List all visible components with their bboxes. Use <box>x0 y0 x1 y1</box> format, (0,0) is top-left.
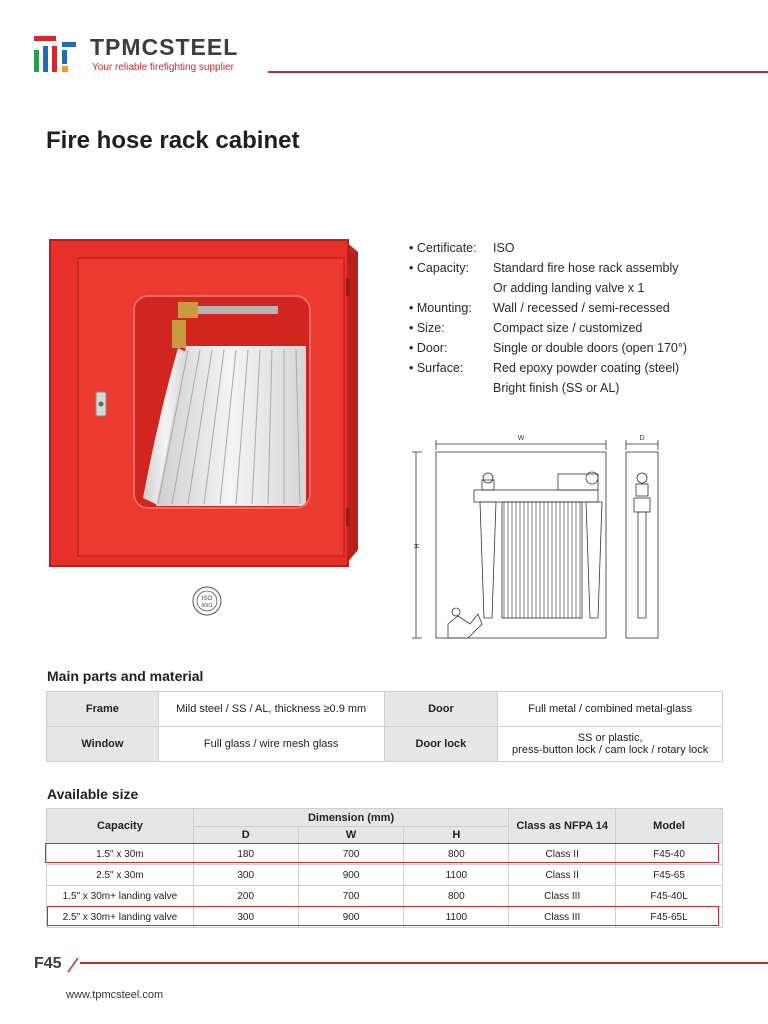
cell-d: 300 <box>193 907 298 928</box>
cell-class: Class III <box>509 907 616 928</box>
spec-row <box>409 340 687 360</box>
parts-value-line: SS or plastic, <box>577 732 643 744</box>
spec-value: Single or double doors (open 170°) <box>493 341 688 355</box>
table-row <box>47 844 723 865</box>
parts-label: Door lock <box>384 727 498 762</box>
cell-capacity: 2.5" x 30m <box>47 865 194 886</box>
sizes-section-title: Available size <box>47 786 139 802</box>
spec-row <box>409 360 687 380</box>
parts-label: Window <box>47 727 159 762</box>
spec-key: • Door: <box>409 341 448 355</box>
website-link[interactable]: www.tpmcsteel.com <box>66 989 164 1001</box>
svg-text:ISO: ISO <box>201 596 213 602</box>
cell-capacity: 1.5" x 30m <box>47 844 194 865</box>
cell-class: Class II <box>509 844 616 865</box>
header-d: D <box>193 827 298 844</box>
spec-row <box>409 280 687 300</box>
spec-value: Or adding landing valve x 1 <box>493 281 645 295</box>
cell-h: 1100 <box>404 907 509 928</box>
spec-key: • Capacity: <box>409 261 469 275</box>
spec-key: • Surface: <box>409 361 464 375</box>
page-number: F45 <box>34 955 62 972</box>
spec-row <box>409 300 687 320</box>
spec-value: Wall / recessed / semi-recessed <box>493 301 670 315</box>
table-row <box>47 907 723 928</box>
cell-w: 900 <box>298 865 404 886</box>
svg-text:9001: 9001 <box>201 603 213 609</box>
spec-value: Red epoxy powder coating (steel) <box>493 361 680 375</box>
spec-row <box>409 240 687 260</box>
footer-divider <box>80 962 768 964</box>
table-row <box>47 886 723 907</box>
header-class: Class as NFPA 14 <box>509 809 616 844</box>
cell-class: Class III <box>509 886 616 907</box>
cell-d: 180 <box>193 844 298 865</box>
cell-model: F45-65L <box>616 907 723 928</box>
spec-row <box>409 380 687 400</box>
spec-row <box>409 260 687 280</box>
technical-drawing <box>408 428 678 646</box>
cell-capacity: 2.5" x 30m+ landing valve <box>47 907 194 928</box>
cell-w: 700 <box>298 844 404 865</box>
table-row <box>47 692 723 727</box>
cell-capacity: 1.5" x 30m+ landing valve <box>47 886 194 907</box>
brand-logo-icon <box>34 36 76 74</box>
spec-key: • Mounting: <box>409 301 472 315</box>
cell-h: 1100 <box>404 865 509 886</box>
drawing-label-w: W <box>517 435 525 442</box>
drawing-label-h: H <box>412 543 419 549</box>
sizes-table <box>46 808 723 928</box>
parts-section-title: Main parts and material <box>47 668 204 684</box>
spec-list <box>409 240 687 400</box>
cell-d: 200 <box>193 886 298 907</box>
header-dimension: Dimension (mm) <box>193 809 508 827</box>
cell-class: Class II <box>509 865 616 886</box>
cabinet-product-image <box>48 238 360 574</box>
table-row <box>47 727 723 762</box>
brand-name: TPMCSTEEL <box>90 34 239 60</box>
cell-w: 900 <box>298 907 404 928</box>
parts-value: Full glass / wire mesh glass <box>158 727 384 762</box>
cell-model: F45-40L <box>616 886 723 907</box>
cell-h: 800 <box>404 844 509 865</box>
spec-key: • Certificate: <box>409 241 477 255</box>
header-capacity: Capacity <box>47 809 194 844</box>
parts-value <box>498 727 723 762</box>
table-header-row <box>47 809 723 827</box>
header-w: W <box>298 827 404 844</box>
parts-table <box>46 691 723 762</box>
brand-tagline: Your reliable firefighting supplier <box>92 62 234 73</box>
drawing-label-d: D <box>639 435 645 442</box>
table-row <box>47 865 723 886</box>
spec-value: Standard fire hose rack assembly <box>493 261 679 275</box>
cell-w: 700 <box>298 886 404 907</box>
spec-key <box>409 280 493 300</box>
parts-label: Door <box>384 692 498 727</box>
spec-key: • Size: <box>409 321 445 335</box>
page-title: Fire hose rack cabinet <box>46 127 300 154</box>
cell-h: 800 <box>404 886 509 907</box>
parts-value: Mild steel / SS / AL, thickness ≥0.9 mm <box>158 692 384 727</box>
spec-key <box>409 380 493 400</box>
iso-certificate-icon <box>191 585 223 617</box>
parts-value-line: press-button lock / cam lock / rotary lock <box>512 744 709 756</box>
spec-row <box>409 320 687 340</box>
cell-d: 300 <box>193 865 298 886</box>
footer-slash-icon <box>64 954 84 974</box>
header-h: H <box>404 827 509 844</box>
spec-value: Bright finish (SS or AL) <box>493 381 620 395</box>
cell-model: F45-65 <box>616 865 723 886</box>
cell-model: F45-40 <box>616 844 723 865</box>
spec-value: Compact size / customized <box>493 321 643 335</box>
spec-value: ISO <box>493 241 515 255</box>
parts-label: Frame <box>47 692 159 727</box>
header-divider <box>268 71 768 73</box>
header-model: Model <box>616 809 723 844</box>
parts-value: Full metal / combined metal-glass <box>498 692 723 727</box>
